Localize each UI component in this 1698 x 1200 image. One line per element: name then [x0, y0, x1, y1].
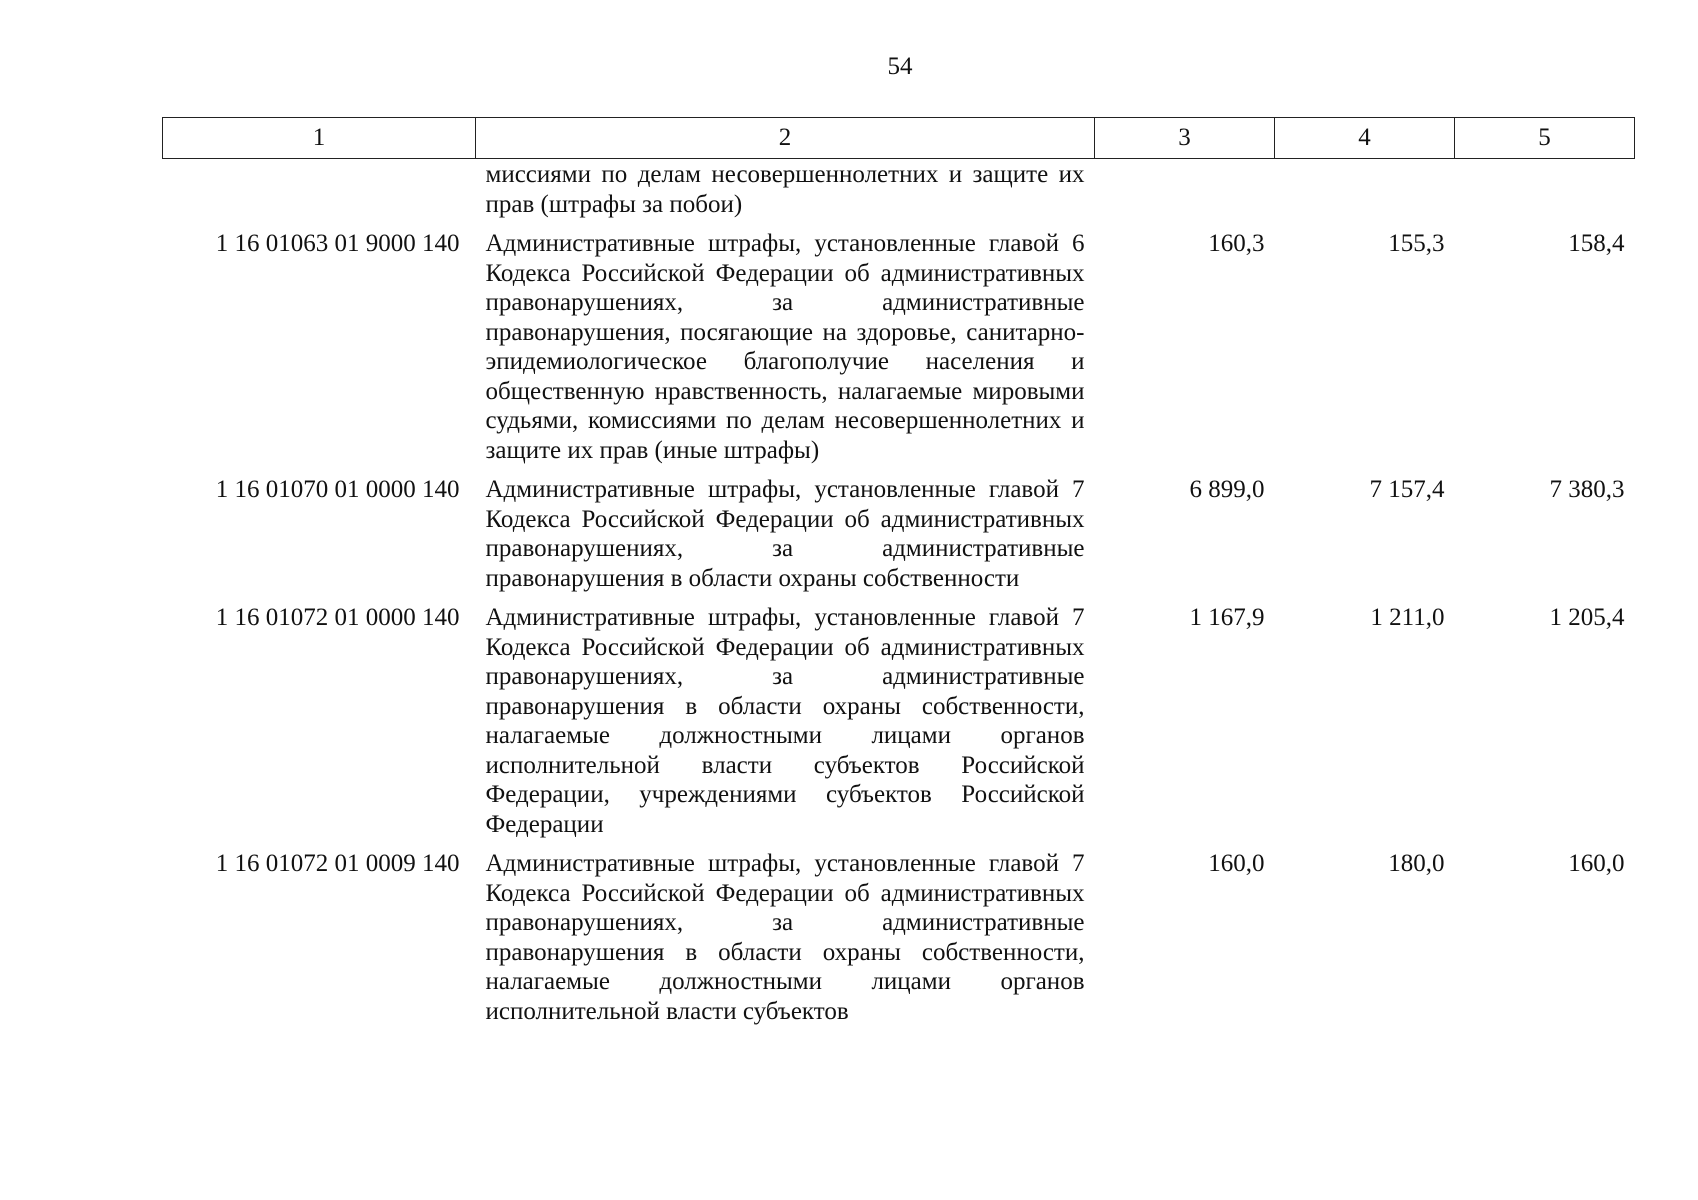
header-row [163, 118, 1635, 159]
row-value-col4: 155,3 [1388, 230, 1445, 257]
row-value-col5: 158,4 [1568, 230, 1625, 257]
header-col-1: 1 [163, 118, 476, 159]
row-value-col3: 160,0 [1208, 850, 1265, 877]
header-col-5: 5 [1455, 118, 1635, 159]
row-value-col4: 180,0 [1388, 850, 1445, 877]
row-value-col5: 7 380,3 [1549, 476, 1625, 503]
row-value-col3: 160,3 [1208, 230, 1265, 257]
header-col-3: 3 [1095, 118, 1275, 159]
table-header [163, 118, 1635, 159]
page-number: 54 [887, 53, 913, 80]
table-body [163, 159, 1635, 1037]
row-description: Административные штрафы, установленные главой 7 Кодекса Российской Федерации об административных правонарушениях, за административные правонарушения в области охраны собственности, налагаемые должностными лицами органов исполнительной власти субъектов Российской Федерации, учреждениями субъектов Российской Федерации [485, 604, 1085, 838]
header-col-2: 2 [476, 118, 1095, 159]
revenue-table [162, 117, 1635, 1036]
row-code [163, 159, 476, 230]
row-value-col3 [1095, 159, 1275, 230]
row-description: миссиями по делам несовершеннолетних и защите их прав (штрафы за побои) [485, 161, 1085, 218]
table-row [163, 475, 1635, 603]
table-row [163, 159, 1635, 230]
row-code: 1 16 01063 01 9000 140 [215, 230, 460, 257]
row-value-col4 [1275, 159, 1455, 230]
row-value-col3: 1 167,9 [1189, 604, 1265, 631]
row-code: 1 16 01072 01 0000 140 [215, 604, 460, 631]
row-code: 1 16 01070 01 0000 140 [215, 476, 460, 503]
row-description: Административные штрафы, установленные главой 7 Кодекса Российской Федерации об административных правонарушениях, за административные правонарушения в области охраны собственности, налагаемые должностными лицами органов исполнительной власти субъектов [485, 850, 1085, 1025]
row-value-col3: 6 899,0 [1189, 476, 1265, 503]
row-value-col4: 7 157,4 [1369, 476, 1445, 503]
row-description: Административные штрафы, установленные главой 6 Кодекса Российской Федерации об административных правонарушениях, за административные правонарушения, посягающие на здоровье, санитарно-эпидемиологическое благополучие населения и общественную нравственность, налагаемые мировыми судьями, комиссиями по делам несовершеннолетних и защите их прав (иные штрафы) [485, 230, 1085, 464]
row-value-col5: 1 205,4 [1549, 604, 1625, 631]
table-row [163, 849, 1635, 1036]
table-row [163, 603, 1635, 849]
table-row [163, 229, 1635, 475]
row-code: 1 16 01072 01 0009 140 [215, 850, 460, 877]
row-value-col4: 1 211,0 [1370, 604, 1445, 631]
header-col-4: 4 [1275, 118, 1455, 159]
row-value-col5 [1455, 159, 1635, 230]
row-value-col5: 160,0 [1568, 850, 1625, 877]
row-description: Административные штрафы, установленные главой 7 Кодекса Российской Федерации об административных правонарушениях, за административные правонарушения в области охраны собственности [485, 476, 1085, 592]
